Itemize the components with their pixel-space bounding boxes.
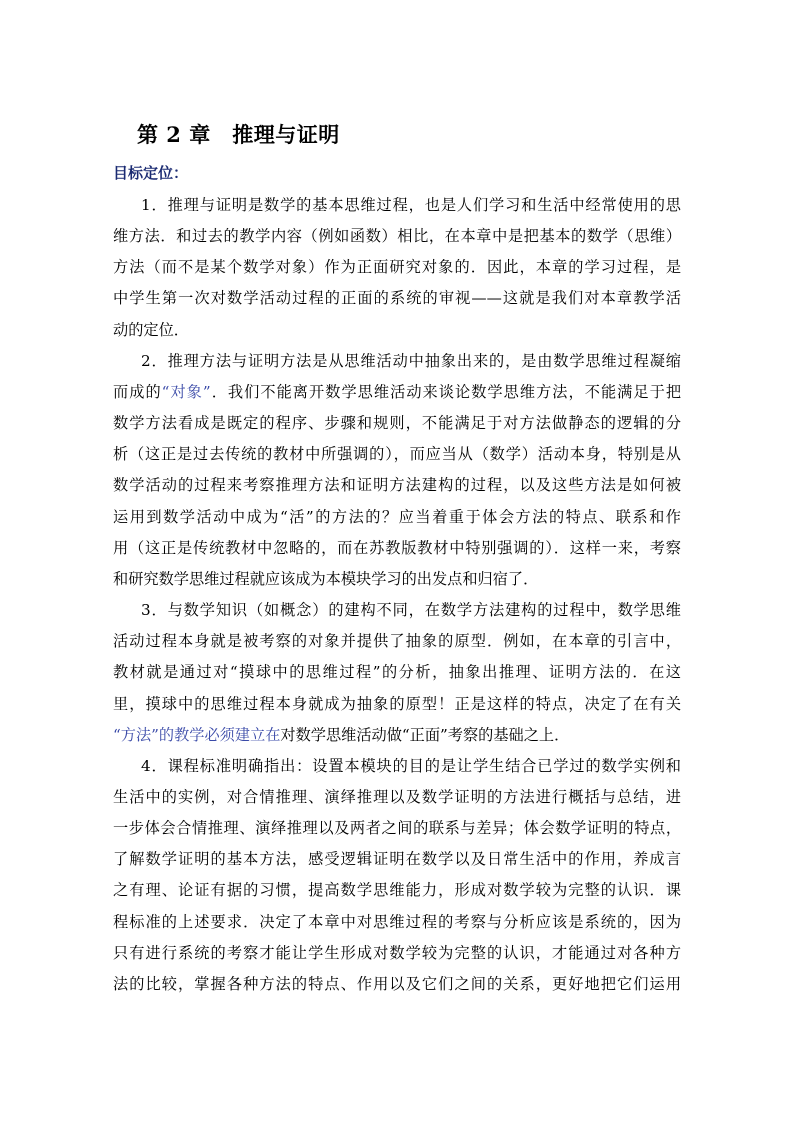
paragraph <box>113 751 681 1000</box>
text-segment: 用（这正是传统教材中忽略的，而在苏教版教材中特别强调的）．这样一来，考察 <box>113 538 681 557</box>
text-segment: 里，摸球中的思维过程本身就成为抽象的原型！正是这样的特点，决定了在有关 <box>113 694 681 713</box>
text-line <box>113 813 681 844</box>
text-line <box>113 377 681 408</box>
text-line <box>113 782 681 813</box>
text-line <box>113 533 681 564</box>
text-line <box>113 751 681 782</box>
text-line <box>113 938 681 969</box>
paragraph <box>113 595 681 751</box>
chapter-title: 第 2 章 推理与证明 <box>137 122 340 147</box>
text-line <box>113 626 681 657</box>
text-segment: 1．推理与证明是数学的基本思维过程，也是人们学习和生活中经常使用的思 <box>141 196 681 214</box>
text-line <box>113 190 681 221</box>
text-line <box>113 595 681 626</box>
text-segment: 2．推理方法与证明方法是从思维活动中抽象出来的，是由数学思维过程凝缩 <box>141 351 681 370</box>
text-segment: 和研究数学思维过程就应该成为本模块学习的出发点和归宿了． <box>113 569 539 588</box>
text-line <box>113 657 681 688</box>
text-segment: 生活中的实例，对合情推理、演绎推理以及数学证明的方法进行概括与总结，进 <box>113 787 681 806</box>
text-segment: 之有理、论证有据的习惯，提高数学思维能力，形成对数学较为完整的认识．课 <box>113 881 681 900</box>
text-segment: 动的定位． <box>113 320 189 339</box>
text-segment: 法的比较，掌握各种方法的特点、作用以及它们之间的关系，更好地把它们运用 <box>113 974 681 993</box>
text-segment: ．我们不能离开数学思维活动来谈论数学思维方法，不能满足于把 <box>210 382 681 401</box>
highlighted-text: “对象” <box>161 382 211 401</box>
text-line <box>113 502 681 533</box>
text-line <box>113 408 681 439</box>
text-line <box>113 221 681 252</box>
text-segment: 程标准的上述要求．决定了本章中对思维过程的考察与分析应该是系统的，因为 <box>113 912 681 931</box>
text-segment: 维方法．和过去的教学内容（例如函数）相比，在本章中是把基本的数学（思维） <box>113 227 681 246</box>
text-segment: 数学方法看成是既定的程序、步骤和规则，不能满足于对方法做静态的逻辑的分 <box>113 414 681 433</box>
text-line <box>113 969 681 1000</box>
section-heading: 目标定位： <box>113 164 189 182</box>
text-line <box>113 720 681 751</box>
text-segment: 中学生第一次对数学活动过程的正面的系统的审视——这就是我们对本章教学活 <box>113 289 681 308</box>
text-segment: 数学活动的过程来考察推理方法和证明方法建构的过程，以及这些方法是如何被 <box>113 476 681 495</box>
text-segment: 对数学思维活动做“正面”考察的基础之上． <box>280 725 570 744</box>
text-segment: 3．与数学知识（如概念）的建构不同，在数学方法建构的过程中，数学思维 <box>141 601 681 620</box>
text-line <box>113 564 681 595</box>
paragraph <box>113 190 681 346</box>
text-segment: 运用到数学活动中成为“活”的方法的？应当着重于体会方法的特点、联系和作 <box>113 507 681 526</box>
text-segment: 而成的 <box>113 382 162 401</box>
text-line <box>113 346 681 377</box>
highlighted-text: “方法”的教学必须建立在 <box>113 725 281 744</box>
text-line <box>113 689 681 720</box>
text-segment: 活动过程本身就是被考察的对象并提供了抽象的原型．例如，在本章的引言中， <box>113 632 681 651</box>
paragraph <box>113 346 681 595</box>
text-line <box>113 907 681 938</box>
text-line <box>113 315 681 346</box>
text-line <box>113 252 681 283</box>
text-segment: 一步体会合情推理、演绎推理以及两者之间的联系与差异；体会数学证明的特点， <box>113 819 681 838</box>
text-line <box>113 283 681 314</box>
text-segment: 教材就是通过对“摸球中的思维过程”的分析，抽象出推理、证明方法的．在这 <box>113 663 681 682</box>
text-segment: 析（这正是过去传统的教材中所强调的），而应当从（数学）活动本身，特别是从 <box>113 445 681 464</box>
text-segment: 只有进行系统的考察才能让学生形成对数学较为完整的认识，才能通过对各种方 <box>113 943 681 962</box>
body-text <box>113 190 681 1000</box>
text-line <box>113 470 681 501</box>
text-line <box>113 844 681 875</box>
text-line <box>113 875 681 906</box>
text-line <box>113 439 681 470</box>
text-segment: 方法（而不是某个数学对象）作为正面研究对象的．因此，本章的学习过程，是 <box>113 258 681 277</box>
text-segment: 了解数学证明的基本方法，感受逻辑证明在数学以及日常生活中的作用，养成言 <box>113 850 681 869</box>
text-segment: 4．课程标准明确指出：设置本模块的目的是让学生结合已学过的数学实例和 <box>141 756 681 775</box>
